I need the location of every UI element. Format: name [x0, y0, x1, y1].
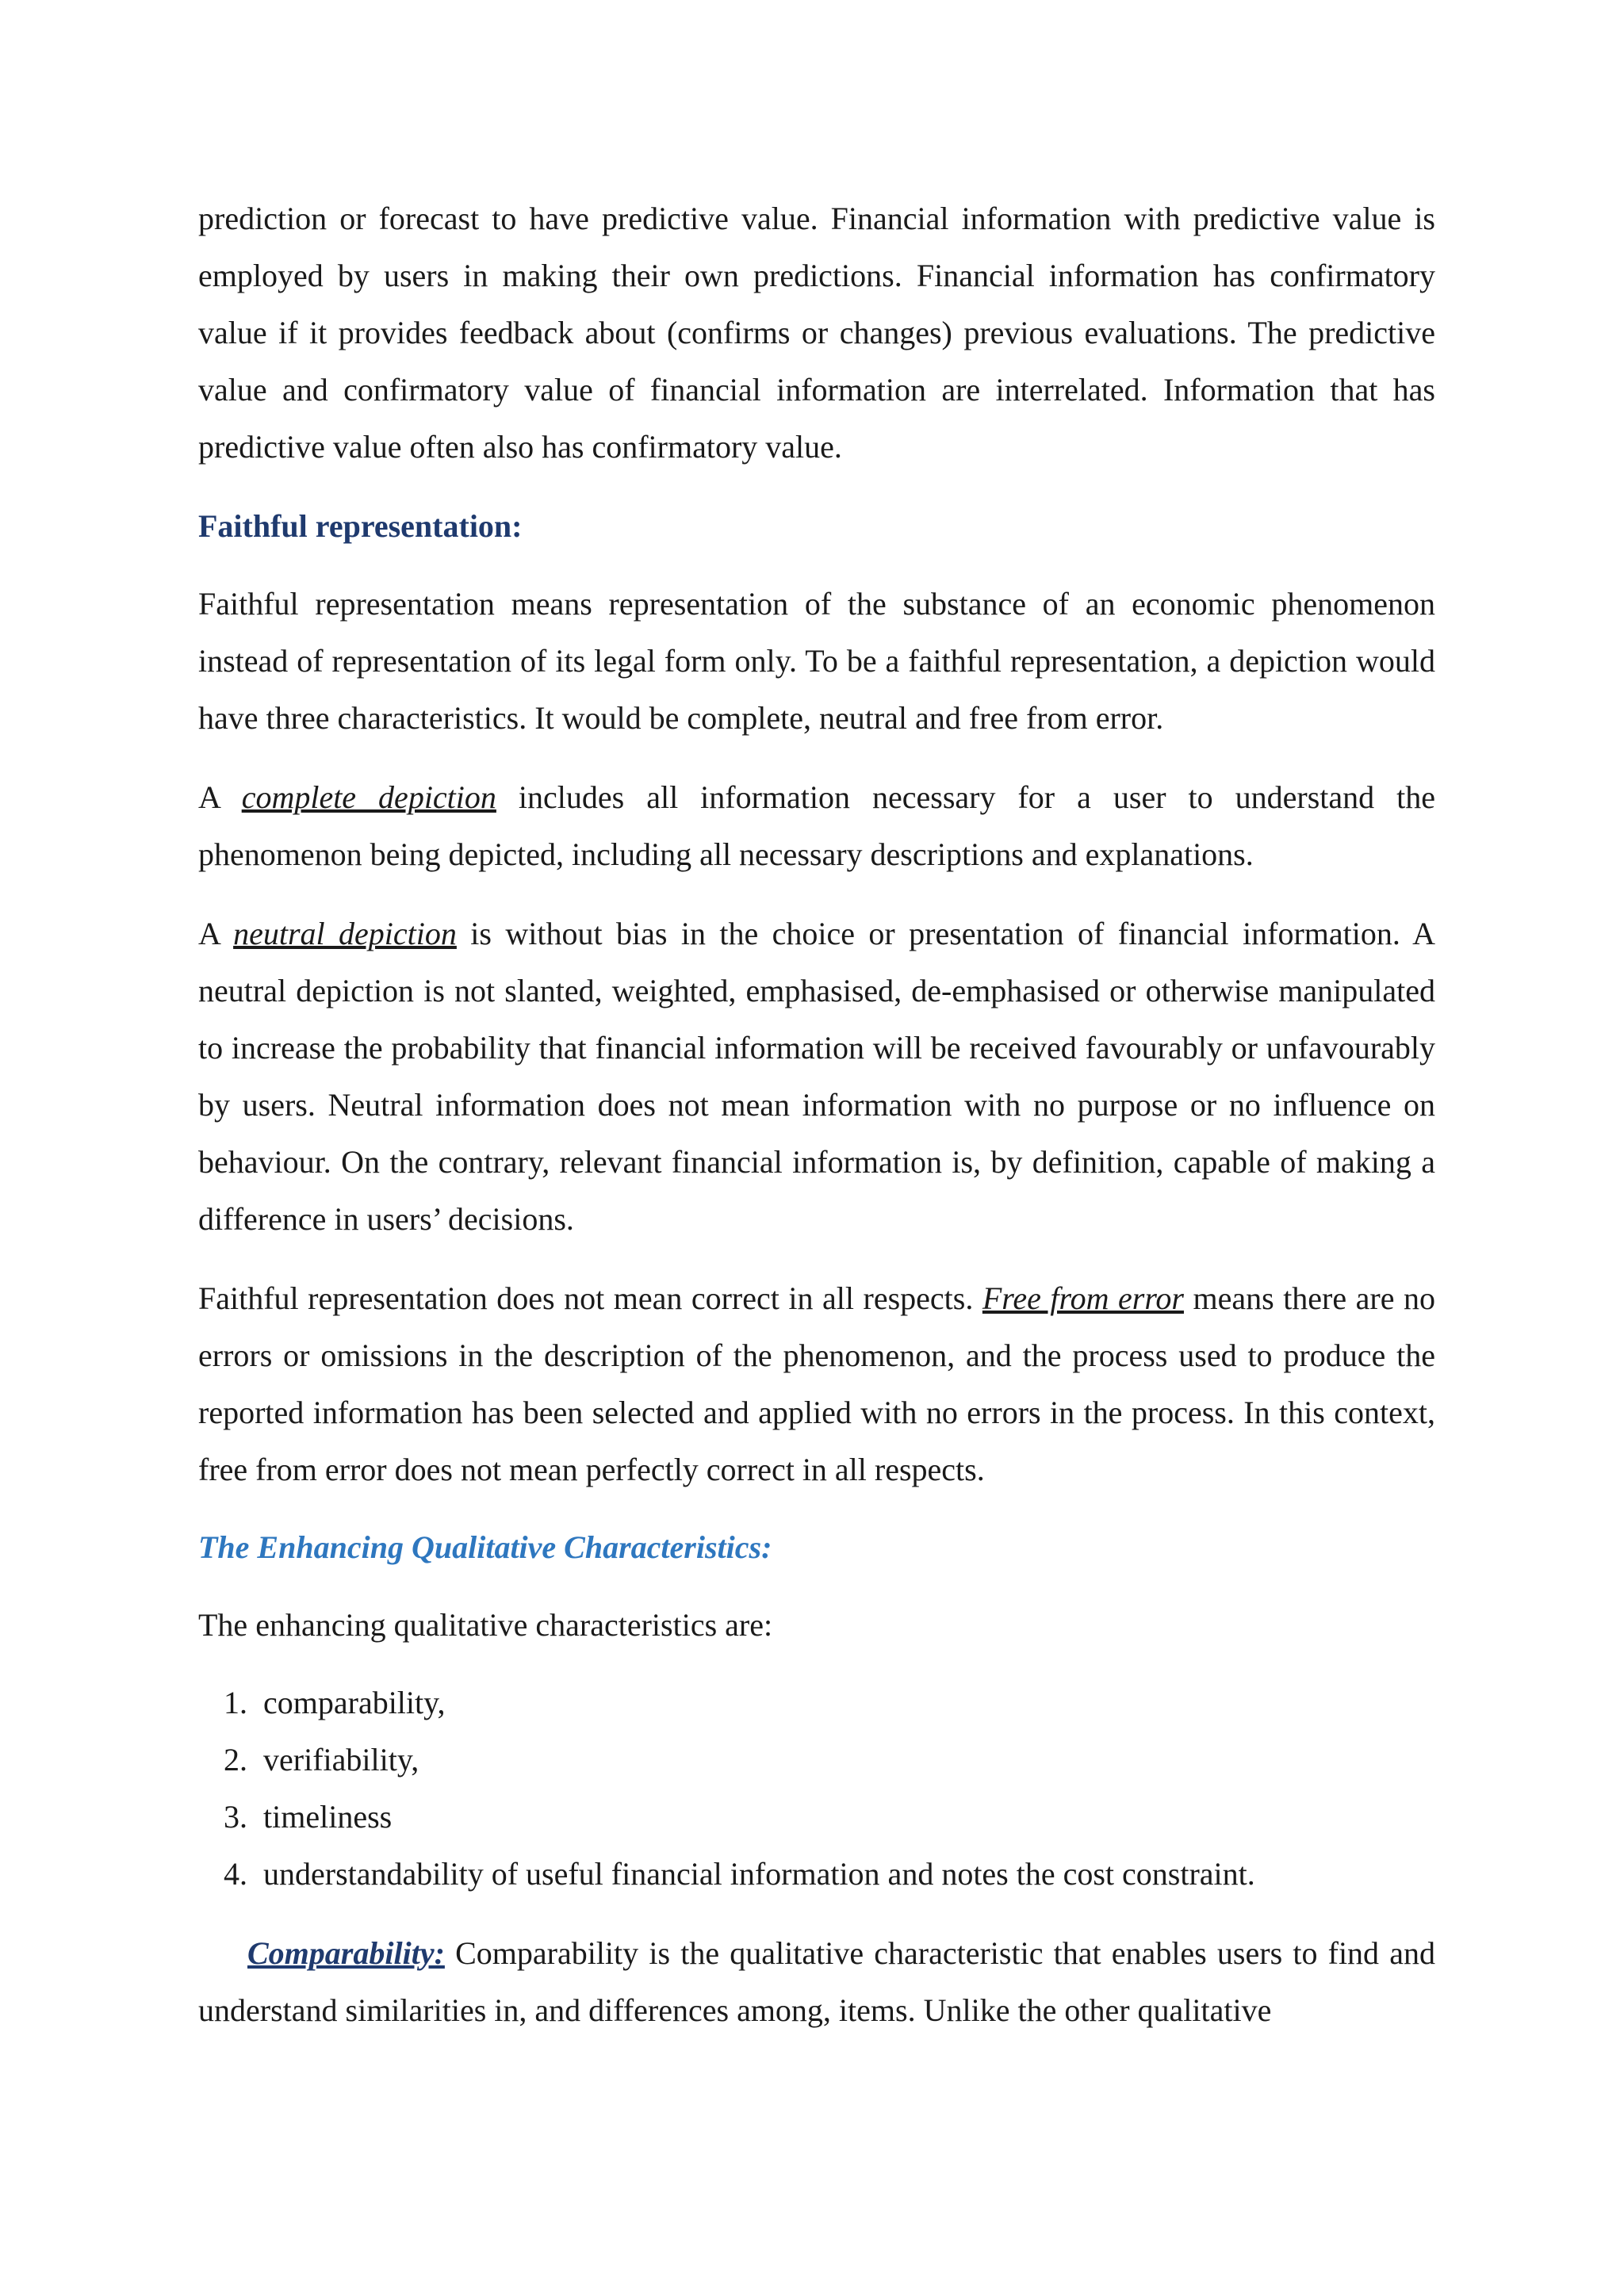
- paragraph-enhancing-intro: The enhancing qualitative characteristics are:: [198, 1607, 773, 1643]
- paragraph-rest: is without bias in the choice or presentation of financial information. A neutral depiction is not slanted, weighted, emphasised, de-emphasised or otherwise manipulated to increase the probability that financial information will be received favourably or unfavourably by users. Neutral information does not mean information with no purpose or no influence on behaviour. On the contrary, relevant financial information is, by definition, capable of making a difference in users’ decisions.: [198, 916, 1435, 1237]
- list-item-text: comparability,: [263, 1685, 446, 1720]
- paragraph-prefix: A: [198, 779, 242, 815]
- paragraph-prefix: A: [198, 916, 234, 951]
- paragraph-complete-depiction: [198, 769, 1435, 883]
- document-page: [198, 190, 1435, 2039]
- paragraph-faithful-definition: Faithful representation means representation of the substance of an economic phenomenon instead of representation of its legal form only. To be a faithful representation, a depiction would have three characteristics. It would be complete, neutral and free from error.: [198, 586, 1435, 736]
- list-item-number: 1.: [224, 1685, 247, 1720]
- list-item-text: timeliness: [263, 1799, 393, 1835]
- paragraph-neutral-depiction: [198, 905, 1435, 1248]
- paragraph-rest: means there are no errors or omissions in the description of the phenomenon, and the process used to produce the reported information has been selected and applied with no errors in the process. In this context, free from error does not mean perfectly correct in all respects.: [198, 1280, 1435, 1487]
- paragraph-prefix: Faithful representation does not mean correct in all respects.: [198, 1280, 982, 1316]
- heading-faithful-representation: Faithful representation:: [198, 508, 523, 544]
- heading-enhancing-characteristics: The Enhancing Qualitative Characteristics:: [198, 1529, 772, 1565]
- paragraph-comparability: [198, 1925, 1435, 2039]
- term-free-from-error: Free from error: [982, 1280, 1184, 1316]
- paragraph-rest: includes all information necessary for a user to understand the phenomenon being depicted, including all necessary descriptions and explanations.: [198, 779, 1435, 872]
- paragraph-predictive-value: prediction or forecast to have predictive value. Financial information with predictive value is employed by users in making their own predictions. Financial information has confirmatory value if it provides feedback about (confirms or changes) previous evaluations. The predictive value and confirmatory value of financial information are interrelated. Information that has predictive value often also has confirmatory value.: [198, 201, 1435, 465]
- paragraph-rest: Comparability is the qualitative characteristic that enables users to find and understand similarities in, and differences among, items. Unlike the other qualitative: [198, 1935, 1435, 2028]
- term-neutral-depiction: neutral depiction: [233, 916, 457, 951]
- term-comparability: Comparability:: [247, 1935, 445, 1971]
- list-item: [198, 1789, 1435, 1846]
- list-item-number: 4.: [224, 1856, 247, 1892]
- list-item-text: understandability of useful financial information and notes the cost constraint.: [263, 1856, 1255, 1892]
- list-item: [198, 1674, 1435, 1732]
- list-item: [198, 1846, 1435, 1903]
- enhancing-characteristics-list: [198, 1674, 1435, 1903]
- list-item-number: 2.: [224, 1742, 247, 1777]
- list-item: [198, 1732, 1435, 1789]
- term-complete-depiction: complete depiction: [241, 779, 496, 815]
- paragraph-free-from-error: [198, 1270, 1435, 1498]
- list-item-number: 3.: [224, 1799, 247, 1835]
- list-item-text: verifiability,: [263, 1742, 419, 1777]
